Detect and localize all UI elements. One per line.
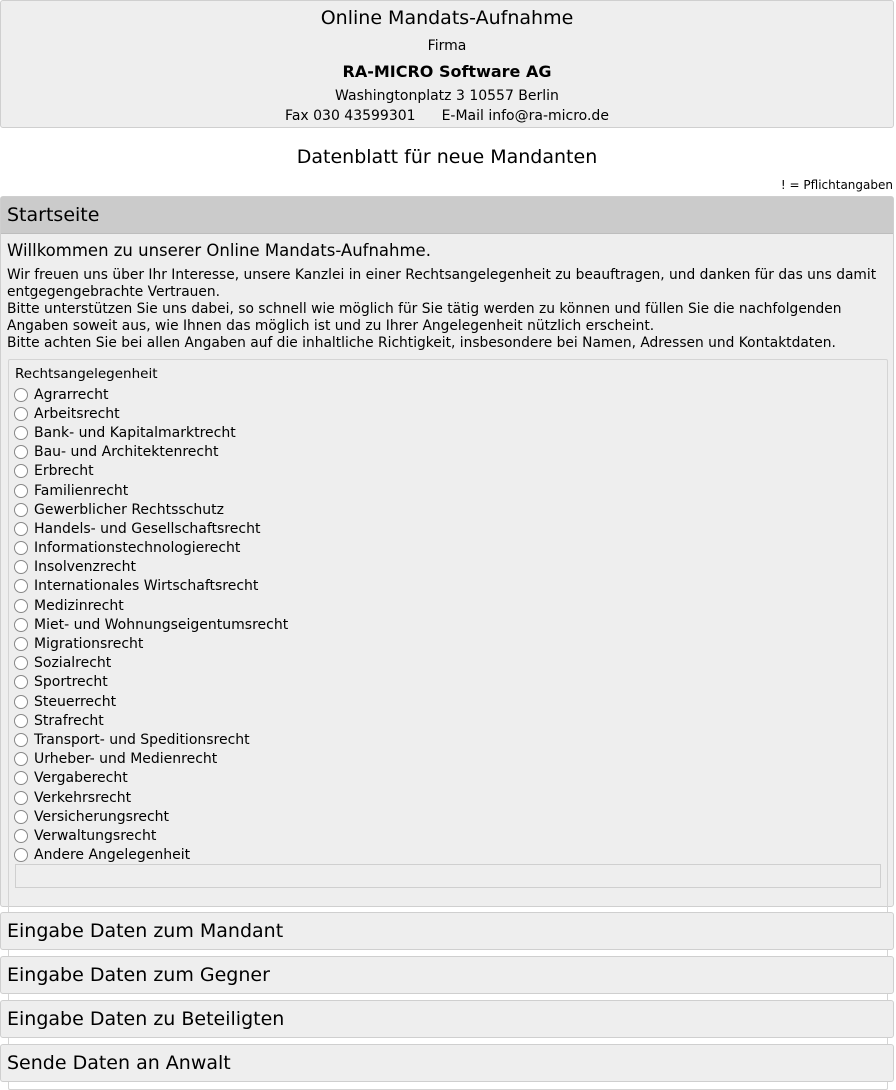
radio-button[interactable] <box>14 771 28 785</box>
app-title: Online Mandats-Aufnahme <box>320 7 574 29</box>
radio-button[interactable] <box>14 829 28 843</box>
radio-button[interactable] <box>14 407 28 421</box>
radio-label: Agrarrecht <box>34 386 109 403</box>
radio-option[interactable] <box>14 846 288 865</box>
fieldset-legend: Rechtsangelegenheit <box>15 366 158 382</box>
radio-label: Handels- und Gesellschaftsrecht <box>34 520 261 537</box>
radio-button[interactable] <box>14 484 28 498</box>
firma-label: Firma <box>427 38 467 54</box>
welcome-heading: Willkommen zu unserer Online Mandats-Aufnahme. <box>7 241 431 260</box>
radio-option[interactable] <box>14 769 288 788</box>
radio-label: Verwaltungsrecht <box>34 827 157 844</box>
radio-button[interactable] <box>14 810 28 824</box>
radio-button[interactable] <box>14 388 28 402</box>
radio-option[interactable] <box>14 807 288 826</box>
radio-option[interactable] <box>14 539 288 558</box>
radio-option[interactable] <box>14 404 288 423</box>
intro-paragraph: Wir freuen uns über Ihr Interesse, unsere Kanzlei in einer Rechtsangelegenheit zu beauftragen, und danken für das uns damit entgegengebrachte Vertrauen. <box>7 267 877 300</box>
intro-text <box>7 267 891 352</box>
radio-label: Strafrecht <box>34 712 104 729</box>
required-note: ! = Pflichtangaben <box>780 178 893 192</box>
radio-button[interactable] <box>14 675 28 689</box>
email-address: E-Mail info@ra-micro.de <box>441 108 609 124</box>
radio-button[interactable] <box>14 752 28 766</box>
radio-button[interactable] <box>14 695 28 709</box>
radio-button[interactable] <box>14 579 28 593</box>
radio-option[interactable] <box>14 634 288 653</box>
radio-option[interactable] <box>14 788 288 807</box>
radio-label: Informationstechnologierecht <box>34 540 241 557</box>
radio-option[interactable] <box>14 558 288 577</box>
startseite-panel <box>0 196 894 907</box>
firma-name: RA-MICRO Software AG <box>342 62 552 81</box>
radio-option[interactable] <box>14 519 288 538</box>
radio-button[interactable] <box>14 445 28 459</box>
radio-button[interactable] <box>14 733 28 747</box>
firma-contact <box>1 108 893 124</box>
radio-label: Urheber- und Medienrecht <box>34 751 218 768</box>
radio-label: Sozialrecht <box>34 655 112 672</box>
radio-label: Transport- und Speditionsrecht <box>34 731 250 748</box>
radio-label: Vergaberecht <box>34 770 128 787</box>
radio-button[interactable] <box>14 503 28 517</box>
radio-label: Migrationsrecht <box>34 636 144 653</box>
radio-label: Arbeitsrecht <box>34 405 120 422</box>
radio-button[interactable] <box>14 848 28 862</box>
radio-option[interactable] <box>14 577 288 596</box>
radio-label: Bank- und Kapitalmarktrecht <box>34 424 236 441</box>
radio-button[interactable] <box>14 637 28 651</box>
radio-label: Verkehrsrecht <box>34 789 132 806</box>
intro-paragraph: Bitte unterstützen Sie uns dabei, so schnell wie möglich für Sie tätig werden zu können und füllen Sie die nachfolgenden Angaben soweit aus, wie Ihnen das möglich ist und zu Ihrer Angelegenheit nützlich erscheint. <box>7 301 842 334</box>
radio-option[interactable] <box>14 385 288 404</box>
section-beteiligte[interactable]: Eingabe Daten zu Beteiligten <box>0 1000 894 1038</box>
radio-label: Erbrecht <box>34 463 94 480</box>
radio-option[interactable] <box>14 462 288 481</box>
radio-label: Gewerblicher Rechtsschutz <box>34 501 224 518</box>
radio-label: Andere Angelegenheit <box>34 847 191 864</box>
radio-label: Bau- und Architektenrecht <box>34 444 219 461</box>
radio-button[interactable] <box>14 714 28 728</box>
radio-option[interactable] <box>14 654 288 673</box>
radio-option[interactable] <box>14 615 288 634</box>
radio-button[interactable] <box>14 541 28 555</box>
radio-label: Miet- und Wohnungseigentumsrecht <box>34 616 289 633</box>
radio-button[interactable] <box>14 560 28 574</box>
radio-label: Versicherungsrecht <box>34 808 170 825</box>
radio-option[interactable] <box>14 750 288 769</box>
radio-button[interactable] <box>14 464 28 478</box>
radio-label: Insolvenzrecht <box>34 559 136 576</box>
radio-option[interactable] <box>14 711 288 730</box>
radio-option[interactable] <box>14 423 288 442</box>
radio-option[interactable] <box>14 481 288 500</box>
firm-header <box>0 0 894 128</box>
radio-list <box>14 385 288 865</box>
radio-option[interactable] <box>14 673 288 692</box>
radio-label: Medizinrecht <box>34 597 124 614</box>
radio-button[interactable] <box>14 656 28 670</box>
radio-button[interactable] <box>14 522 28 536</box>
radio-button[interactable] <box>14 618 28 632</box>
radio-label: Internationales Wirtschaftsrecht <box>34 578 259 595</box>
radio-button[interactable] <box>14 599 28 613</box>
radio-button[interactable] <box>14 791 28 805</box>
firma-address: Washingtonplatz 3 10557 Berlin <box>335 88 559 104</box>
radio-label: Sportrecht <box>34 674 108 691</box>
radio-label: Steuerrecht <box>34 693 117 710</box>
radio-option[interactable] <box>14 826 288 845</box>
fax-number: Fax 030 43599301 <box>285 108 416 124</box>
radio-button[interactable] <box>14 426 28 440</box>
radio-option[interactable] <box>14 730 288 749</box>
section-mandant[interactable]: Eingabe Daten zum Mandant <box>0 912 894 950</box>
intro-paragraph: Bitte achten Sie bei allen Angaben auf die inhaltliche Richtigkeit, insbesondere bei Namen, Adressen und Kontaktdaten. <box>7 335 836 351</box>
radio-option[interactable] <box>14 596 288 615</box>
section-send[interactable]: Sende Daten an Anwalt <box>0 1044 894 1082</box>
other-matter-input[interactable] <box>15 864 881 888</box>
section-gegner[interactable]: Eingabe Daten zum Gegner <box>0 956 894 994</box>
startseite-header[interactable]: Startseite <box>1 197 893 234</box>
radio-option[interactable] <box>14 692 288 711</box>
radio-option[interactable] <box>14 500 288 519</box>
radio-label: Familienrecht <box>34 482 129 499</box>
sheet-title: Datenblatt für neue Mandanten <box>296 146 598 168</box>
radio-option[interactable] <box>14 443 288 462</box>
